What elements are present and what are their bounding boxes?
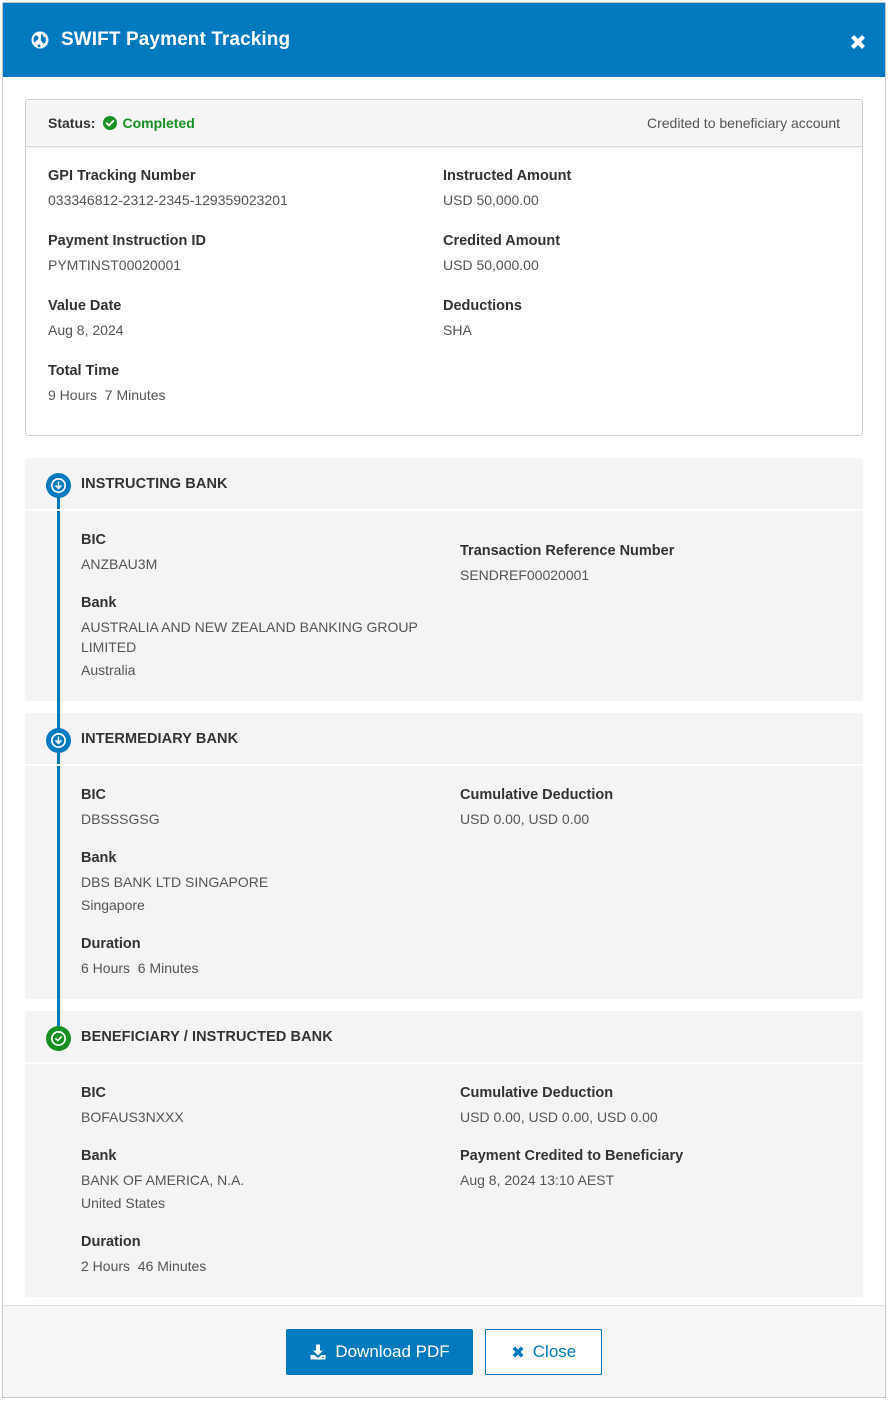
beneficiary-left-col — [81, 1084, 460, 1296]
cumulative-deduction-label: Cumulative Deduction — [460, 1085, 614, 1101]
instructing-bank-header — [25, 458, 863, 511]
instructing-left-col — [81, 531, 460, 700]
bank-timeline — [25, 458, 863, 1297]
transaction-reference-value: SENDREF00020001 — [460, 567, 590, 583]
beneficiary-right-col — [460, 1084, 863, 1296]
close-label: Close — [532, 1341, 577, 1361]
gpi-tracking-field — [48, 167, 443, 210]
bic-value: BOFAUS3NXXX — [81, 1109, 184, 1125]
credited-amount-label: Credited Amount — [443, 233, 561, 249]
bank-country: Singapore — [81, 897, 145, 913]
bank-country: United States — [81, 1195, 166, 1211]
intermediary-duration-field — [81, 935, 460, 978]
payment-credited-label: Payment Credited to Beneficiary — [460, 1148, 684, 1164]
cumulative-deduction-value: USD 0.00, USD 0.00, USD 0.00 — [460, 1109, 658, 1125]
modal-body — [3, 77, 885, 1307]
credited-amount-value: USD 50,000.00 — [443, 257, 539, 273]
payment-credited-value: Aug 8, 2024 13:10 AEST — [460, 1172, 615, 1188]
beneficiary-deduction-field — [460, 1084, 863, 1127]
instructed-amount-field — [443, 167, 840, 210]
deductions-value: SHA — [443, 322, 472, 338]
arrow-down-circle-icon — [45, 472, 72, 499]
bank-name: BANK OF AMERICA, N.A. — [81, 1172, 245, 1188]
beneficiary-bank-field — [81, 1147, 460, 1213]
bank-label: Bank — [81, 850, 117, 866]
instructing-bank-field — [81, 594, 460, 680]
intermediary-deduction-field — [460, 786, 863, 829]
status-bar — [26, 100, 862, 147]
intermediary-right-col — [460, 786, 863, 998]
modal-header — [3, 3, 885, 77]
duration-label: Duration — [81, 936, 141, 952]
summary-grid — [26, 147, 862, 405]
value-date-field — [48, 297, 443, 340]
payment-instruction-value: PYMTINST00020001 — [48, 257, 182, 273]
bank-label: Bank — [81, 1148, 117, 1164]
instructed-amount-value: USD 50,000.00 — [443, 192, 539, 208]
instructing-right-col — [460, 531, 863, 700]
deductions-label: Deductions — [443, 298, 522, 314]
close-icon[interactable] — [847, 31, 869, 53]
payment-tracking-modal — [2, 2, 886, 1398]
arrow-down-circle-icon — [45, 727, 72, 754]
modal-footer — [3, 1305, 885, 1397]
transaction-reference-label: Transaction Reference Number — [460, 543, 675, 559]
beneficiary-bank-card — [25, 1011, 863, 1297]
instructing-bank-card — [25, 458, 863, 701]
close-icon — [511, 1345, 525, 1359]
beneficiary-bank-title: BENEFICIARY / INSTRUCTED BANK — [81, 1028, 333, 1045]
summary-card — [25, 99, 863, 436]
bank-country: Australia — [81, 662, 136, 678]
download-icon — [309, 1343, 327, 1361]
intermediary-bank-header — [25, 713, 863, 766]
modal-title: SWIFT Payment Tracking — [61, 29, 291, 50]
intermediary-bank-title: INTERMEDIARY BANK — [81, 730, 239, 747]
bic-label: BIC — [81, 532, 106, 548]
beneficiary-bic-field — [81, 1084, 460, 1127]
status-value: Completed — [122, 115, 195, 131]
payment-instruction-label: Payment Instruction ID — [48, 233, 206, 249]
duration-value: 6 Hours 6 Minutes — [81, 960, 199, 976]
bank-name: AUSTRALIA AND NEW ZEALAND BANKING GROUP LIMITED — [81, 619, 418, 655]
intermediary-bank-card — [25, 713, 863, 999]
cumulative-deduction-value: USD 0.00, USD 0.00 — [460, 811, 590, 827]
value-date-value: Aug 8, 2024 — [48, 322, 124, 338]
duration-label: Duration — [81, 1234, 141, 1250]
globe-icon — [31, 31, 49, 49]
instructing-bic-field — [81, 531, 460, 574]
intermediary-bic-field — [81, 786, 460, 829]
total-time-value: 9 Hours 7 Minutes — [48, 387, 166, 403]
bic-value: DBSSSGSG — [81, 811, 160, 827]
bic-label: BIC — [81, 787, 106, 803]
payment-credited-field — [460, 1147, 863, 1190]
instructing-bank-title: INSTRUCTING BANK — [81, 475, 228, 492]
beneficiary-bank-header — [25, 1011, 863, 1064]
instructed-amount-label: Instructed Amount — [443, 168, 572, 184]
bic-label: BIC — [81, 1085, 106, 1101]
check-circle-icon — [103, 116, 117, 130]
bank-label: Bank — [81, 595, 117, 611]
total-time-label: Total Time — [48, 363, 120, 379]
instructing-bank-body — [25, 511, 863, 700]
value-date-label: Value Date — [48, 298, 122, 314]
close-button[interactable] — [485, 1329, 602, 1375]
bank-name: DBS BANK LTD SINGAPORE — [81, 874, 269, 890]
download-pdf-button[interactable] — [286, 1329, 473, 1375]
gpi-tracking-value: 033346812-2312-2345-129359023201 — [48, 192, 288, 208]
payment-instruction-field — [48, 232, 443, 275]
gpi-tracking-label: GPI Tracking Number — [48, 168, 196, 184]
deductions-field — [443, 297, 840, 340]
intermediary-bank-body — [25, 766, 863, 998]
beneficiary-duration-field — [81, 1233, 460, 1276]
duration-value: 2 Hours 46 Minutes — [81, 1258, 207, 1274]
intermediary-left-col — [81, 786, 460, 998]
beneficiary-bank-body — [25, 1064, 863, 1296]
bic-value: ANZBAU3M — [81, 556, 158, 572]
status-label: Status: — [48, 115, 96, 131]
intermediary-bank-field — [81, 849, 460, 915]
transaction-reference-field — [460, 542, 863, 585]
download-pdf-label: Download PDF — [335, 1341, 450, 1361]
credited-amount-field — [443, 232, 840, 275]
check-circle-icon — [45, 1025, 72, 1052]
cumulative-deduction-label: Cumulative Deduction — [460, 787, 614, 803]
total-time-field — [48, 362, 443, 405]
status-description: Credited to beneficiary account — [647, 115, 840, 131]
